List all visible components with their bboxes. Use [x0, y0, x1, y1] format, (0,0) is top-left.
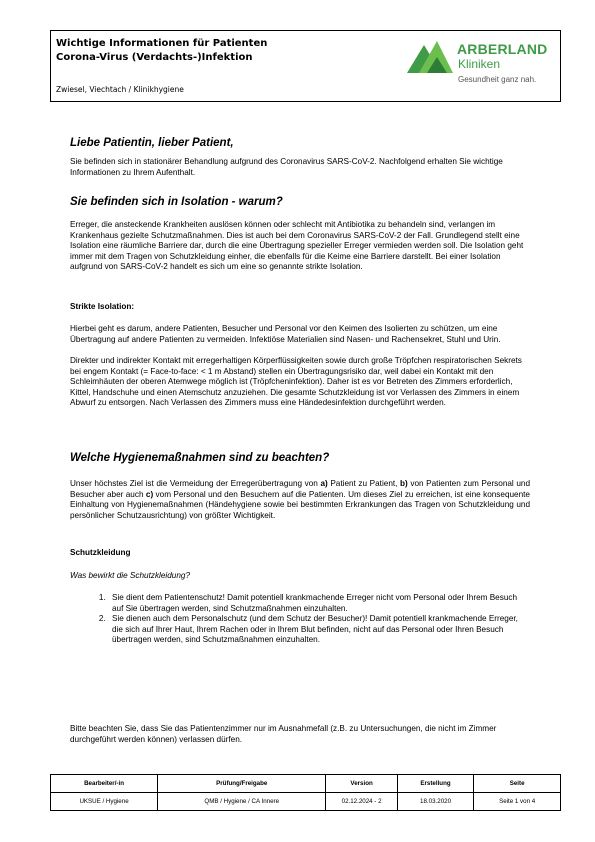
footer-value-cell: 18.03.2020	[397, 793, 474, 811]
logo-brand: ARBERLAND	[457, 41, 548, 57]
footer-value-row	[51, 793, 561, 811]
arberland-logo	[407, 37, 557, 89]
strict-isolation-heading: Strikte Isolation:	[70, 302, 135, 311]
isolation-heading: Sie befinden sich in Isolation - warum?	[70, 196, 283, 208]
hygiene-text-3: von Patienten zum Personal und Besucher aber auch	[70, 479, 530, 499]
protective-clothing-list	[70, 593, 530, 646]
document-header	[50, 30, 561, 102]
footer-header-cell: Bearbeiter/-in	[51, 775, 158, 793]
marker-b: b)	[400, 479, 408, 488]
footer-header-cell: Version	[326, 775, 397, 793]
logo-claim: Gesundheit ganz nah.	[458, 75, 537, 84]
closing-paragraph: Bitte beachten Sie, dass Sie das Patientenzimmer nur im Ausnahmefall (z.B. zu Untersuchungen, die nicht im Zimmer durchgeführt werden können) verlassen dürfen.	[70, 724, 497, 744]
logo-name: Kliniken	[458, 57, 501, 71]
footer-value-cell: QMB / Hygiene / CA Innere	[158, 793, 326, 811]
header-title-line1: Wichtige Informationen für Patienten	[56, 38, 268, 49]
footer-header-cell: Seite	[474, 775, 561, 793]
protective-clothing-heading: Schutzkleidung	[70, 548, 131, 557]
hygiene-text-2: Patient zu Patient,	[327, 479, 401, 488]
footer-header-row	[51, 775, 561, 793]
mountain-logo-icon	[407, 39, 453, 73]
header-subtitle: Zwiesel, Viechtach / Klinikhygiene	[56, 85, 184, 94]
list-item: 1. Sie dient dem Patientenschutz! Damit potentiell krankmachende Erreger nicht vom Personal oder Ihrem Besuch auf Sie übertragen werden, sind Schutzmaßnahmen einzuhalten.	[108, 593, 530, 614]
strict-isolation-paragraph-2: Direkter und indirekter Kontakt mit erregerhaltigen Körperflüssigkeiten sowie durch große Tröpfchen respiratorischen Sekrets bei engem Kontakt (= Face-to-face: < 1 m Abstand) stellen ein Übertragungsrisiko dar, weil dabei ein Kontakt mit den Schleimhäuten der oberen Atemwege möglich ist (Tröpfcheninfektion). Daher ist es vor Betreten des Zimmers erforderlich, Kittel, Handschuhe und einen Atemschutz anzuziehen. Die gesamte Schutzkleidung ist vor Verlassen des Zimmers in einem Abwurf zu entsorgen. Nach Verlassen des Zimmers muss eine Händedesinfektion durchgeführt werden.	[70, 356, 522, 408]
isolation-paragraph: Erreger, die ansteckende Krankheiten auslösen können oder schlecht mit Antibiotika zu behandeln sind, verlangen im Krankenhaus gezielte Schutzmaßnahmen. Dies ist auch bei dem Coronavirus SARS-CoV-2 der Fall. Grundlegend stellt eine Isolation eine räumliche Barriere dar, durch die eine Übertragung spezieller Erreger vermieden werden soll. Die Isolation geht immer mit dem Tragen von Schutzkleidung einher, die ebenfalls für die Keime eine Barriere darstellt. Bei einer Isolation aufgrund von SARS-CoV-2 handelt es sich um eine so genannte strikte Isolation.	[70, 220, 524, 272]
list-item: 2. Sie dienen auch dem Personalschutz (und dem Schutz der Besucher)! Damit potentiell krankmachende Erreger, die sich auf Ihrer Haut, Ihrem Rachen oder in Ihrem Blut befinden, nicht auf das Personal oder Ihren Besuch übertragen werden, sind Schutzmaßnahmen einzuhalten.	[108, 614, 530, 646]
hygiene-text-1: Unser höchstes Ziel ist die Vermeidung der Erregerübertragung von	[70, 479, 321, 488]
greeting-heading: Liebe Patientin, lieber Patient,	[70, 137, 234, 149]
footer-value-cell: 02.12.2024 - 2	[326, 793, 397, 811]
intro-paragraph: Sie befinden sich in stationärer Behandlung aufgrund des Coronavirus SARS-CoV-2. Nachfolgend erhalten Sie wichtige Informationen zu Ihrem Aufenthalt.	[70, 157, 503, 177]
strict-isolation-paragraph-1: Hierbei geht es darum, andere Patienten, Besucher und Personal vor den Keimen des Isolierten zu schützen, um eine Übertragung auf andere Patienten zu vermeiden. Infektiöse Materialien sind Nasen- und Rachensekret, Stuhl und Urin.	[70, 324, 501, 344]
footer-value-cell: UKSUE / Hygiene	[51, 793, 158, 811]
document-footer-table	[50, 774, 561, 811]
header-title-line2: Corona-Virus (Verdachts-)Infektion	[56, 52, 253, 63]
protective-clothing-question: Was bewirkt die Schutzkleidung?	[70, 571, 190, 580]
marker-c: c)	[145, 489, 154, 499]
footer-header-cell: Erstellung	[397, 775, 474, 793]
footer-value-cell: Seite 1 von 4	[474, 793, 561, 811]
hygiene-text-4: vom Personal und den Besuchern auf die Patienten. Um dieses Ziel zu erreichen, ist eine konsequente Einhaltung von Hygienemaßnahmen (Händehygiene sowie bei bestimmten Erkrankungen das Tragen von Schutzkleidung und persönlicher Schutzausrichtung) von größter Wichtigkeit.	[70, 489, 530, 520]
hygiene-heading: Welche Hygienemaßnahmen sind zu beachten?	[70, 452, 330, 464]
footer-header-cell: Prüfung/Freigabe	[158, 775, 326, 793]
hygiene-paragraph	[70, 479, 530, 521]
marker-a: a)	[320, 479, 328, 488]
